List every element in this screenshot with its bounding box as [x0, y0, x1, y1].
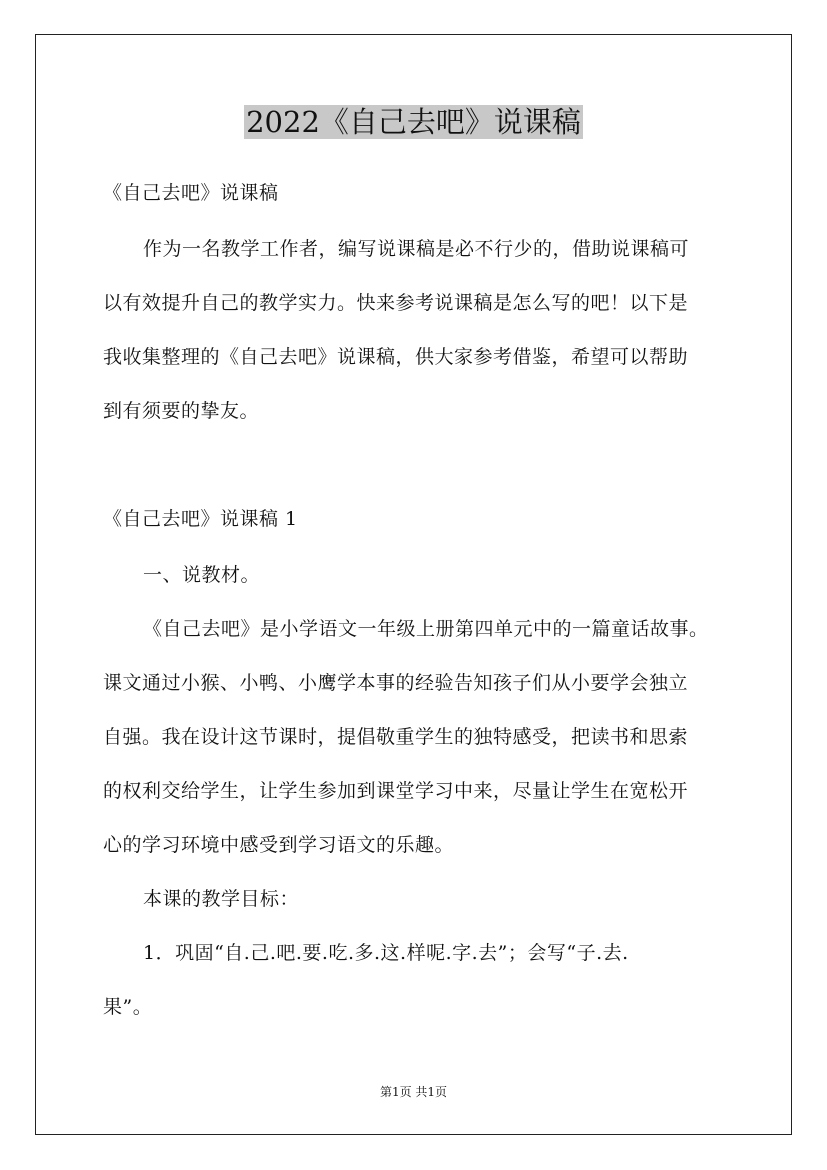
body-line-4: 的权利交给学生，让学生参加到课堂学习中来，尽量让学生在宽松开	[103, 780, 689, 802]
section-heading: 《自己去吧》说课稿 1	[103, 508, 298, 530]
intro-line-2: 以有效提升自己的教学实力。快来参考说课稿是怎么写的吧！以下是	[103, 292, 689, 314]
document-title-text: 2022《自己去吧》说课稿	[246, 105, 581, 139]
intro-line-3: 我收集整理的《自己去吧》说课稿，供大家参考借鉴，希望可以帮助	[103, 346, 689, 368]
intro-line-1: 作为一名教学工作者，编写说课稿是必不行少的，借助说课稿可	[143, 238, 690, 260]
part-heading: 一、说教材。	[143, 564, 261, 586]
body-line-5: 心的学习环境中感受到学习语文的乐趣。	[103, 834, 455, 856]
document-title	[0, 100, 827, 144]
goal-line-2: 果”。	[103, 996, 153, 1018]
body-line-1: 《自己去吧》是小学语文一年级上册第四单元中的一篇童话故事。	[143, 618, 709, 640]
goals-heading: 本课的教学目标：	[143, 888, 300, 910]
page-footer: 第1页 共1页	[379, 1085, 448, 1099]
subtitle: 《自己去吧》说课稿	[103, 182, 279, 204]
body-line-3: 自强。我在设计这节课时，提倡敬重学生的独特感受，把读书和思索	[103, 726, 689, 748]
intro-line-4: 到有须要的挚友。	[103, 400, 260, 422]
body-line-2: 课文通过小猴、小鸭、小鹰学本事的经验告知孩子们从小要学会独立	[103, 672, 689, 694]
goal-line-1: 1．巩固“自.己.吧.要.吃.多.这.样呢.字.去”；会写“子.去.	[143, 942, 629, 964]
